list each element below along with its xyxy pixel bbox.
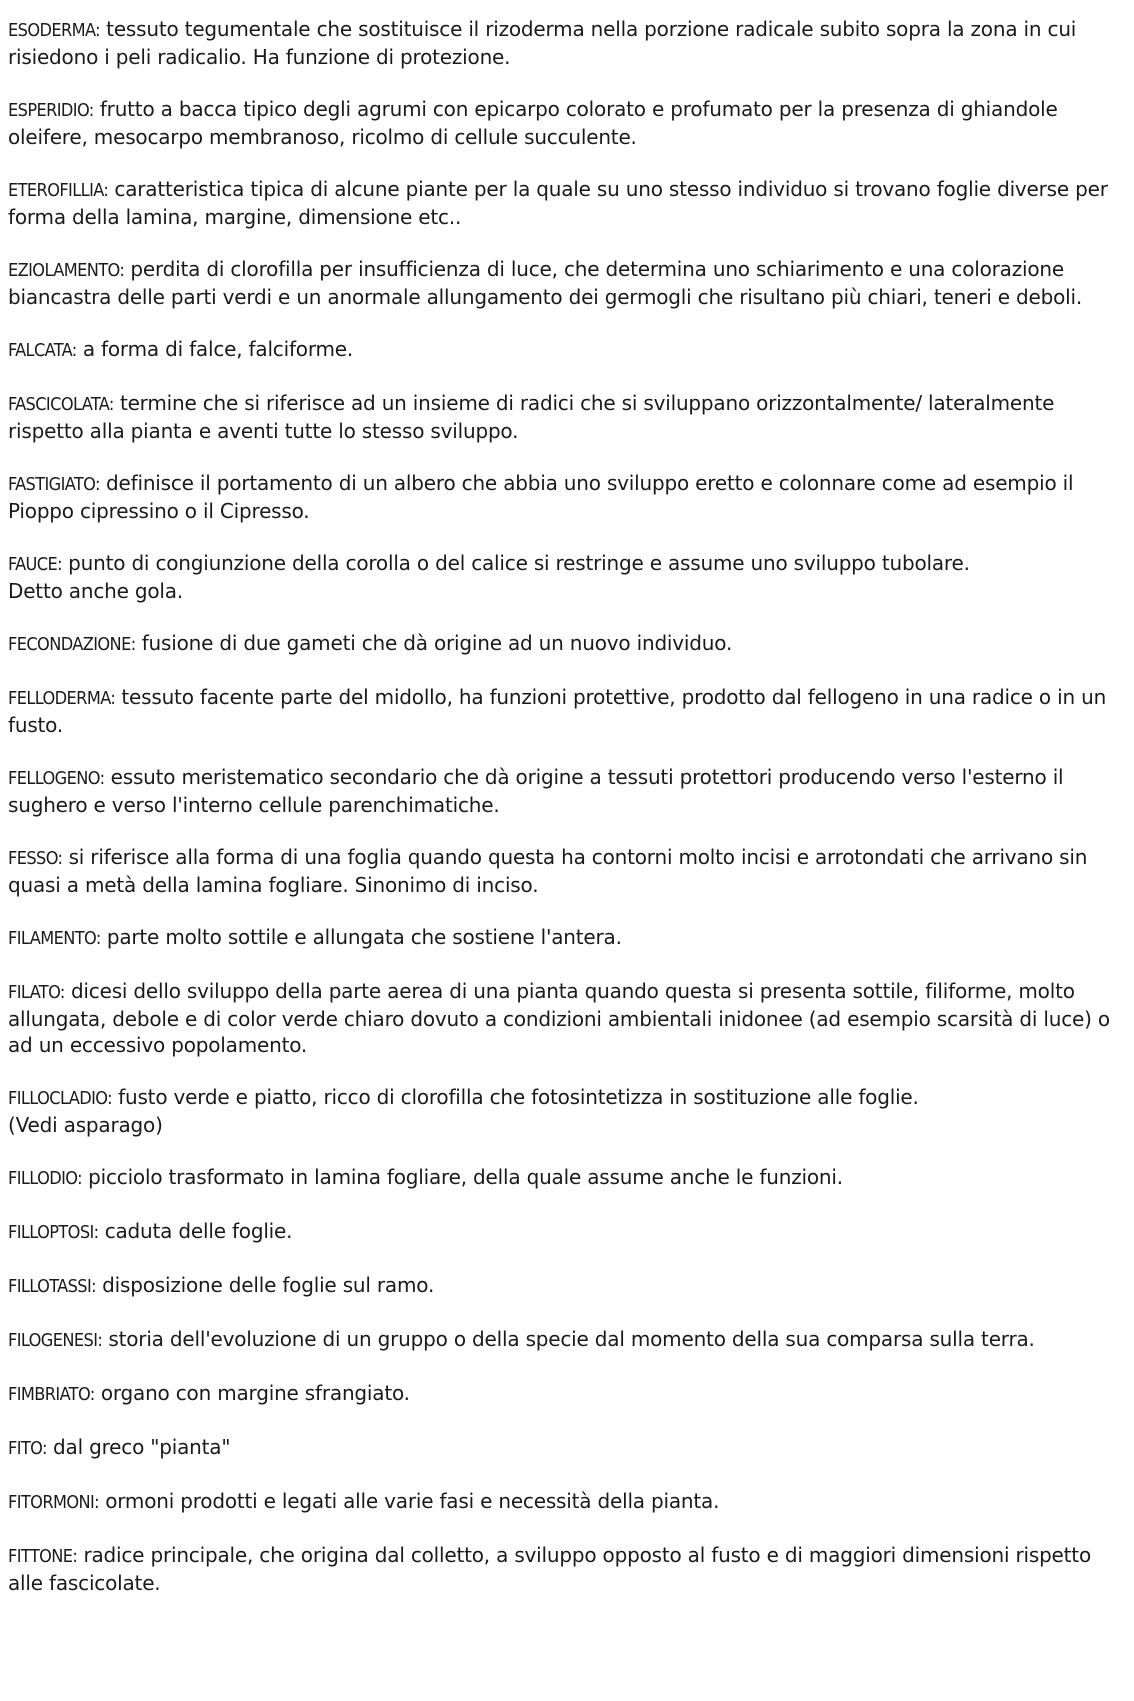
definition: frutto a bacca tipico degli agrumi con epicarpo colorato e profumato per la presenza di ghiandole oleifere, mesocarpo membranoso, ricolmo di cellule succulente. (8, 97, 1058, 149)
term: FILLOPTOSI: (8, 1222, 99, 1243)
definition: essuto meristematico secondario che dà origine a tessuti protettori producendo verso l'esterno il sughero e verso l'interno cellule parenchimatiche. (8, 765, 1064, 817)
term: FALCATA: (8, 340, 77, 361)
glossary-entry-fellogeno (8, 764, 1124, 818)
term: FAUCE: (8, 554, 62, 575)
glossary-entry-fito (8, 1434, 1124, 1462)
glossary-entry-fastigiato (8, 470, 1124, 524)
term: FESSO: (8, 848, 63, 869)
term: FILATO: (8, 982, 65, 1003)
definition: parte molto sottile e allungata che sostiene l'antera. (100, 925, 622, 949)
glossary-entry-fauce (8, 550, 1124, 604)
term: FECONDAZIONE: (8, 634, 136, 655)
term: FITTONE: (8, 1546, 78, 1567)
glossary-page (8, 16, 1124, 1622)
definition: definisce il portamento di un albero che abbia uno sviluppo eretto e colonnare come ad esempio il Pioppo cipressino o il Cipresso. (8, 471, 1074, 523)
definition: fusto verde e piatto, ricco di clorofilla che fotosintetizza in sostituzione alle foglie. (Vedi asparago) (8, 1085, 919, 1137)
term: FELLODERMA: (8, 688, 116, 709)
term: FITO: (8, 1438, 47, 1459)
term: FILAMENTO: (8, 928, 101, 949)
glossary-entry-esoderma (8, 16, 1124, 70)
glossary-entry-fitormoni (8, 1488, 1124, 1516)
term: FELLOGENO: (8, 768, 105, 789)
term: ETEROFILLIA: (8, 180, 109, 201)
definition: dicesi dello sviluppo della parte aerea di una pianta quando questa si presenta sottile, filiforme, molto allungata, debole e di color verde chiaro dovuto a condizioni ambientali inidonee (ad esempio scarsità di luce) o ad un eccessivo popolamento. (8, 979, 1110, 1057)
definition: tessuto tegumentale che sostituisce il rizoderma nella porzione radicale subito sopra la zona in cui risiedono i peli radicalio. Ha funzione di protezione. (8, 17, 1077, 69)
definition: organo con margine sfrangiato. (94, 1381, 410, 1405)
definition: perdita di clorofilla per insufficienza di luce, che determina uno schiarimento e una colorazione biancastra delle parti verdi e un anormale allungamento dei germogli che risultano più chiari, teneri e deboli. (8, 257, 1082, 309)
definition: picciolo trasformato in lamina fogliare, della quale assume anche le funzioni. (81, 1165, 843, 1189)
term: FASCICOLATA: (8, 394, 114, 415)
glossary-entry-fillodio (8, 1164, 1124, 1192)
glossary-entry-falcata (8, 336, 1124, 364)
glossary-entry-filato (8, 978, 1124, 1058)
glossary-entry-fecondazione (8, 630, 1124, 658)
glossary-entry-esperidio (8, 96, 1124, 150)
definition: disposizione delle foglie sul ramo. (96, 1273, 435, 1297)
glossary-entry-filloptosi (8, 1218, 1124, 1246)
definition: termine che si riferisce ad un insieme di radici che si sviluppano orizzontalmente/ lateralmente rispetto alla pianta e aventi tutte lo stesso sviluppo. (8, 391, 1055, 443)
definition: caduta delle foglie. (98, 1219, 293, 1243)
definition: fusione di due gameti che dà origine ad un nuovo individuo. (135, 631, 733, 655)
definition: ormoni prodotti e legati alle varie fasi e necessità della pianta. (99, 1489, 720, 1513)
definition: punto di congiunzione della corolla o del calice si restringe e assume uno sviluppo tubolare. Detto anche gola. (8, 551, 970, 603)
glossary-entry-filogenesi (8, 1326, 1124, 1354)
definition: radice principale, che origina dal colletto, a sviluppo opposto al fusto e di maggiori dimensioni rispetto alle fascicolate. (8, 1543, 1091, 1595)
term: FILLOTASSI: (8, 1276, 96, 1297)
definition: a forma di falce, falciforme. (76, 337, 354, 361)
glossary-entry-fillotassi (8, 1272, 1124, 1300)
definition: caratteristica tipica di alcune piante per la quale su uno stesso individuo si trovano foglie diverse per forma della lamina, margine, dimensione etc.. (8, 177, 1108, 229)
term: FIMBRIATO: (8, 1384, 95, 1405)
term: ESPERIDIO: (8, 100, 94, 121)
term: FILLOCLADIO: (8, 1088, 112, 1109)
glossary-entry-filamento (8, 924, 1124, 952)
glossary-entry-fesso (8, 844, 1124, 898)
glossary-entry-eterofillia (8, 176, 1124, 230)
definition: storia dell'evoluzione di un gruppo o della specie dal momento della sua comparsa sulla terra. (102, 1327, 1035, 1351)
term: FILOGENESI: (8, 1330, 103, 1351)
term: FITORMONI: (8, 1492, 100, 1513)
definition: tessuto facente parte del midollo, ha funzioni protettive, prodotto dal fellogeno in una radice o in un fusto. (8, 685, 1107, 737)
definition: si riferisce alla forma di una foglia quando questa ha contorni molto incisi e arrotondati che arrivano sin quasi a metà della lamina fogliare. Sinonimo di inciso. (8, 845, 1088, 897)
term: FILLODIO: (8, 1168, 82, 1189)
term: FASTIGIATO: (8, 474, 100, 495)
glossary-entry-fillocladio (8, 1084, 1124, 1138)
term: ESODERMA: (8, 20, 101, 41)
glossary-entry-fascicolata (8, 390, 1124, 444)
glossary-entry-fittone (8, 1542, 1124, 1596)
glossary-entry-felloderma (8, 684, 1124, 738)
definition: dal greco "pianta" (46, 1435, 231, 1459)
glossary-entry-fimbriato (8, 1380, 1124, 1408)
term: EZIOLAMENTO: (8, 260, 125, 281)
glossary-entry-eziolamento (8, 256, 1124, 310)
